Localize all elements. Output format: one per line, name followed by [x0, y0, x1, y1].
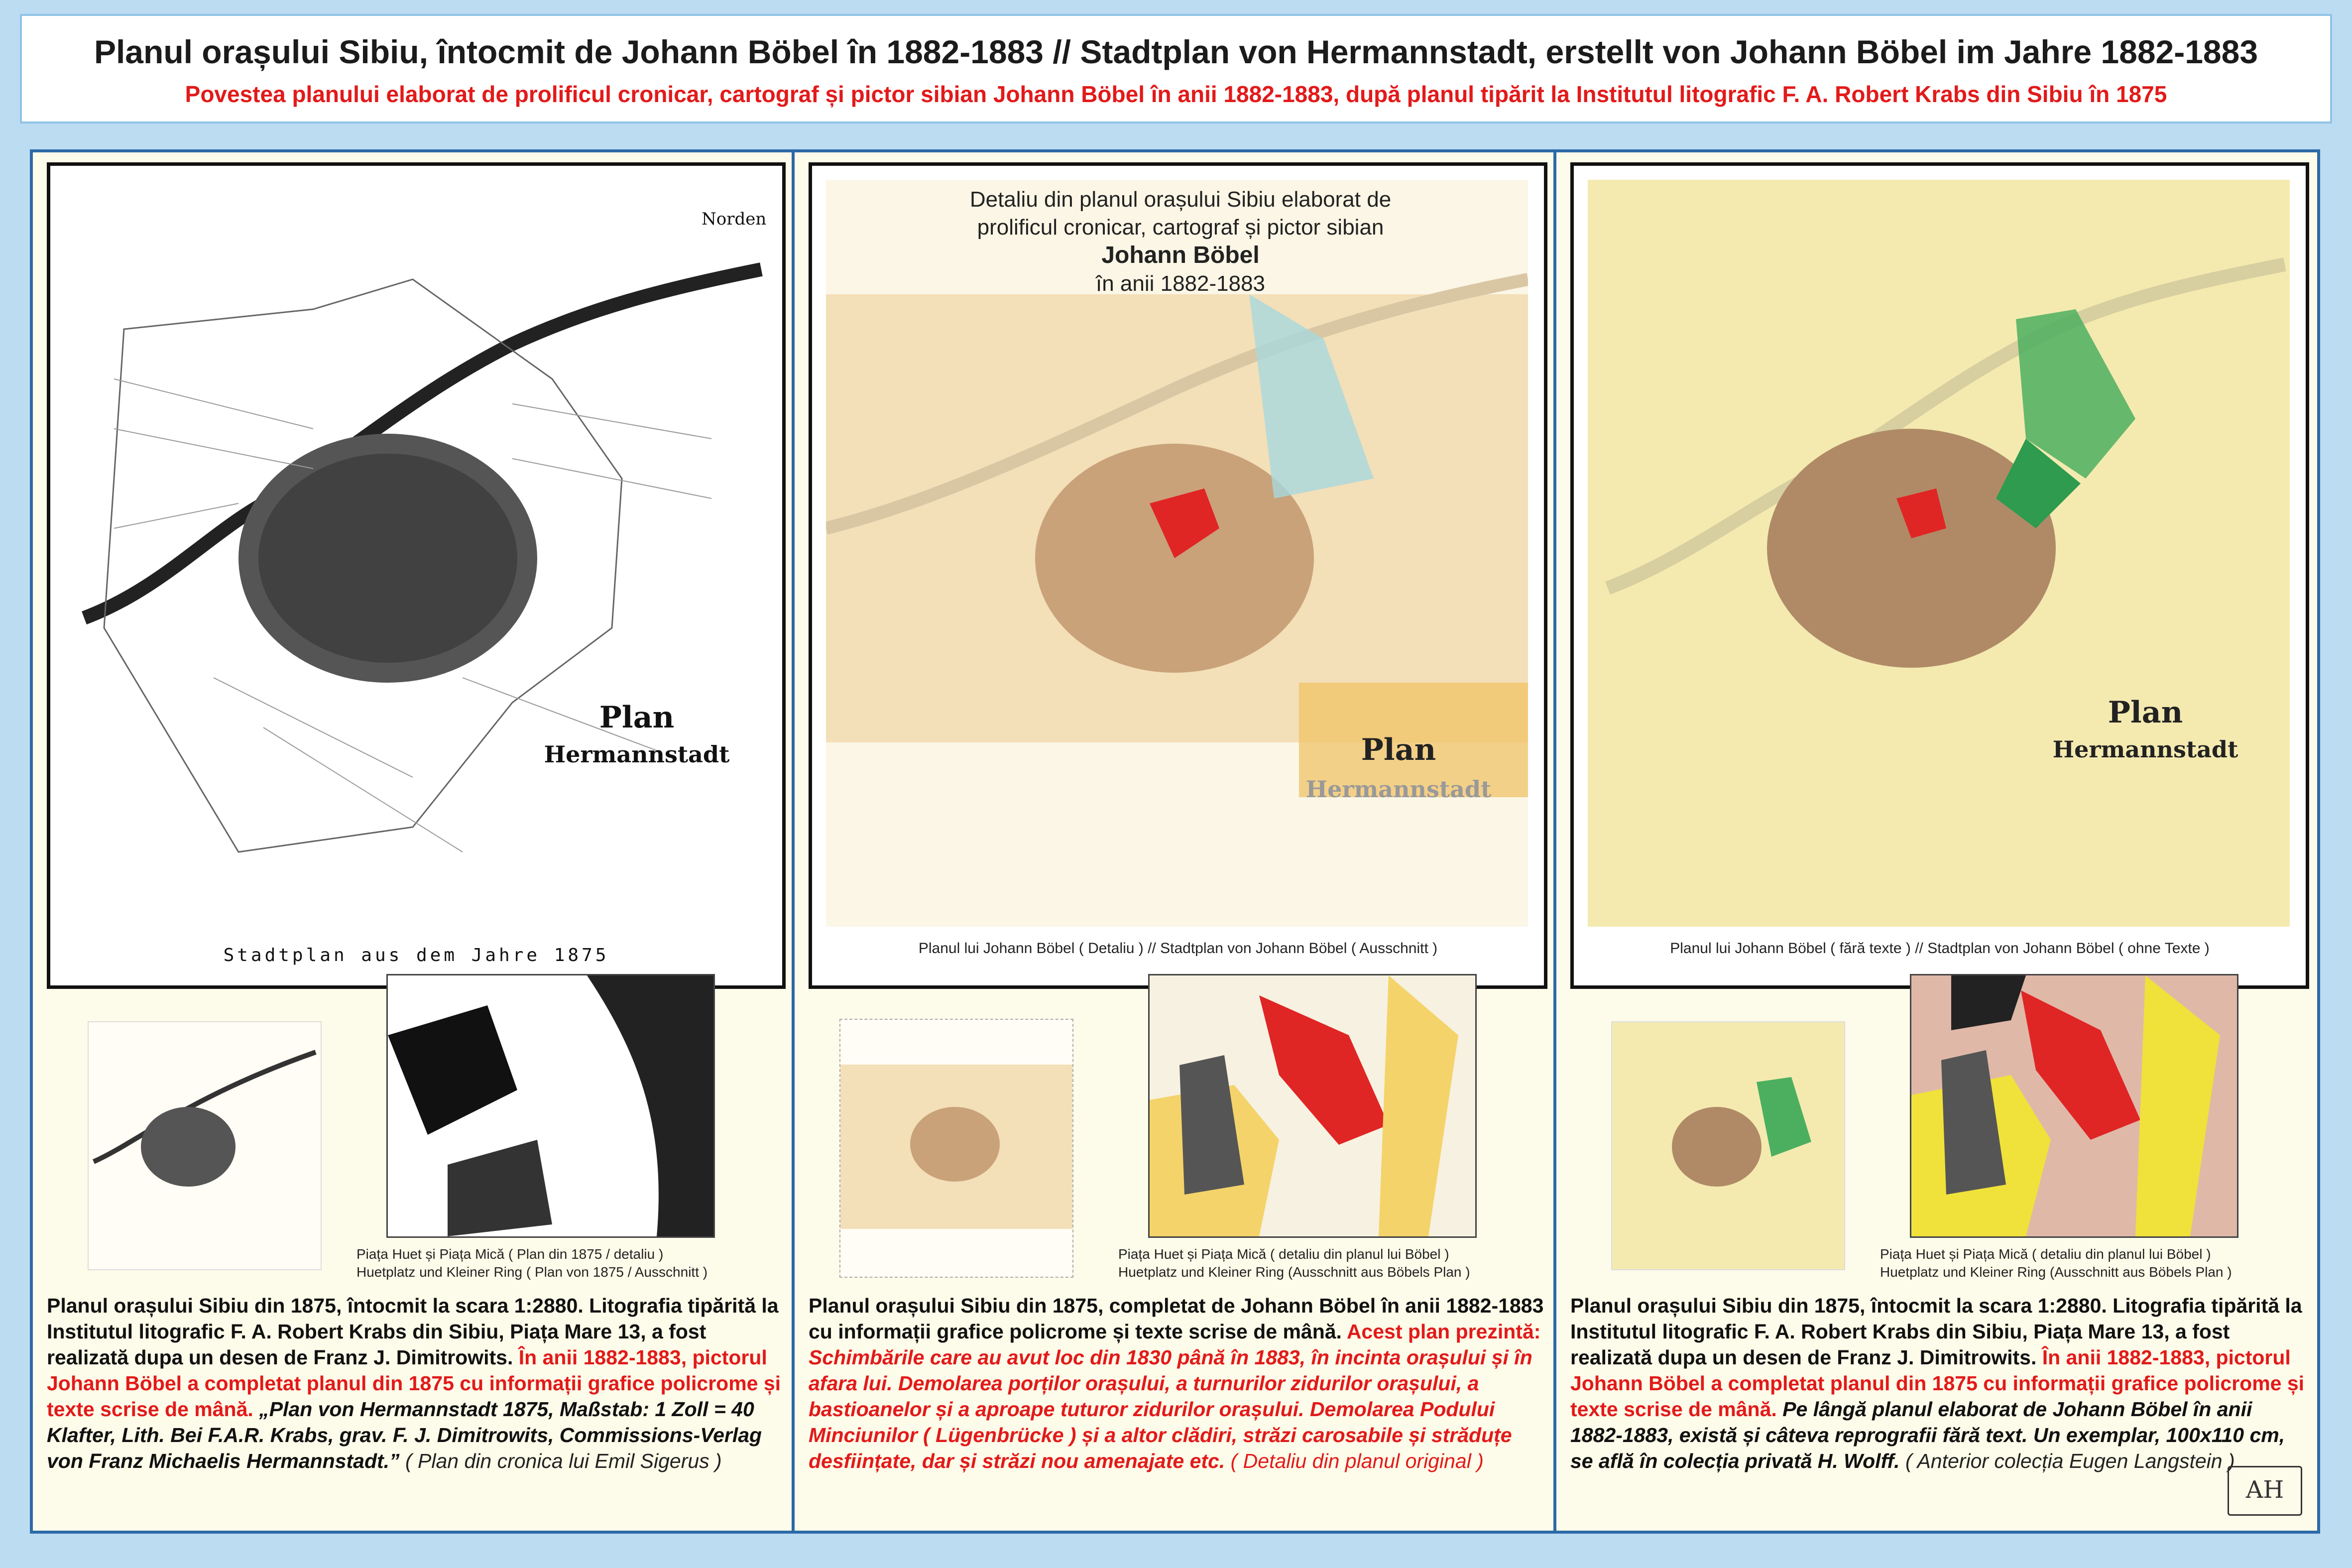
panel-bobel-detail — [792, 149, 1558, 1534]
map-frame-bobel-detail — [809, 162, 1547, 989]
panel-2-text — [809, 1293, 1545, 1474]
map-city-title: Hermannstadt — [1305, 776, 1492, 803]
text-note: ( Anterior colecția Eugen Langstein ) — [1905, 1449, 2235, 1472]
poster-title: Planul orașului Sibiu, întocmit de Johann Böbel în 1882-1883 // Stadtplan von Hermannstadt, erstellt von Johann Böbel im Jahre 1882-1883 — [94, 33, 2258, 70]
panel-1-text — [47, 1293, 784, 1474]
map-frame-1875 — [47, 162, 786, 989]
panel-3-text — [1570, 1293, 2307, 1474]
thumbnail-bobel-notext — [1611, 1021, 1845, 1270]
detail-caption-de: Huetplatz und Kleiner Ring ( Plan von 1875 / Ausschnitt ) — [356, 1264, 708, 1280]
map-north-label: Norden — [702, 209, 766, 229]
text-intro: Planul orașului Sibiu din 1875, întocmit la scara 1:2880. Litografia tipărită la Institutul litografic F. A. Robert Krabs din Sibiu, Piața Mare 13, a fost realizată dupa un desen de Franz J. Dimitrowits. — [1570, 1294, 2302, 1369]
map-caption-bobel-notext: Planul lui Johann Böbel ( fără texte ) // Stadtplan von Johann Böbel ( ohne Texte ) — [1670, 940, 2210, 957]
detail-caption-bobel — [1118, 1245, 1546, 1281]
overlay-line-2: prolificul cronicar, cartograf și pictor sibian — [977, 215, 1384, 240]
map-city-title: Hermannstadt — [2052, 736, 2238, 763]
detail-caption-ro: Piața Huet și Piața Mică ( detaliu din planul lui Böbel ) — [1880, 1246, 2211, 1262]
panel-bobel-notext — [1553, 149, 2320, 1534]
detail-caption-ro: Piața Huet și Piața Mică ( Plan din 1875 / detaliu ) — [356, 1246, 664, 1262]
text-red-label: Acest plan prezintă: — [1346, 1320, 1541, 1343]
map-image-1875 — [64, 180, 766, 927]
text-italic: Pe lângă planul elaborat de Johann Böbel în anii 1882-1883, există și câteva reprografii fără text. Un exemplar, 100x110 cm, se află în colecția privată H. Wolff. — [1570, 1398, 2285, 1472]
poster-header — [20, 14, 2332, 123]
detail-caption-1875 — [356, 1245, 785, 1281]
map-image-bobel-notext — [1588, 180, 2290, 927]
map-caption-bobel-detail: Planul lui Johann Böbel ( Detaliu ) // Stadtplan von Johann Böbel ( Ausschnitt ) — [918, 940, 1438, 957]
detail-huet-bobel — [1148, 974, 1477, 1238]
text-red: În anii 1882-1883, pictorul Johann Böbel a completat planul din 1875 cu informații grafice policrome și texte scrise de mână. — [47, 1346, 781, 1421]
detail-caption-de: Huetplatz und Kleiner Ring (Ausschnitt aus Böbels Plan ) — [1118, 1264, 1470, 1280]
overlay-name: Johann Böbel — [1101, 242, 1260, 268]
text-intro: Planul orașului Sibiu din 1875, întocmit la scara 1:2880. Litografia tipărită la Institutul litografic F. A. Robert Krabs din Sibiu, Piața Mare 13, a fost realizată dupa un desen de Franz J. Dimitrowits. — [47, 1294, 779, 1369]
detail-huet-1875 — [386, 974, 715, 1238]
map-frame-bobel-notext — [1570, 162, 2309, 989]
text-red-italic: Schimbările care au avut loc din 1830 până în 1883, în incinta orașului și în afara lui. Demolarea porților orașului, a turnurilor zidurilor orașului, a bastioanelor și a aproape tuturor zidurilor orașului. Demolarea Podului Minciunilor ( Lügenbrücke ) și a altor clădiri, străzi carosabile și străduțe desființate, dar și străzi nou amenajate etc. — [809, 1346, 1532, 1472]
text-red: În anii 1882-1883, pictorul Johann Böbel a completat planul din 1875 cu informații grafice policrome și texte scrise de mână. — [1570, 1346, 2305, 1421]
detail-caption-bobel-notext — [1880, 1245, 2308, 1281]
ah-logo: AH — [2228, 1466, 2302, 1516]
text-note: ( Plan din cronica lui Emil Sigerus ) — [405, 1449, 722, 1472]
map-plan-title: Plan — [1361, 732, 1436, 767]
text-intro: Planul orașului Sibiu din 1875, completat de Johann Böbel în anii 1882-1883 cu informații grafice policrome și texte scrise de mână. — [809, 1294, 1544, 1343]
overlay-line-1: Detaliu din planul orașului Sibiu elaborat de — [969, 187, 1392, 212]
panel-1875-plan — [30, 149, 797, 1534]
poster-subtitle: Povestea planului elaborat de prolificul cronicar, cartograf și pictor sibian Johann Böbel în anii 1882-1883, după planul tipărit la Institutul litografic F. A. Robert Krabs din Sibiu în 1875 — [185, 81, 2167, 107]
map-overlay-title — [897, 186, 1464, 298]
thumbnail-1875 — [88, 1021, 322, 1270]
map-plan-title: Plan — [599, 700, 675, 735]
detail-caption-de: Huetplatz und Kleiner Ring (Ausschnitt aus Böbels Plan ) — [1880, 1264, 2232, 1280]
map-plan-title: Plan — [2108, 695, 2183, 730]
map-city-title: Hermannstadt — [544, 741, 730, 768]
map-stamp-1875: Stadtplan aus dem Jahre 1875 — [223, 945, 609, 965]
thumbnail-bobel-detail — [839, 1019, 1073, 1278]
text-note: ( Detaliu din planul original ) — [1230, 1449, 1484, 1472]
overlay-years: în anii 1882-1883 — [1095, 271, 1266, 296]
text-quote: „Plan von Hermannstadt 1875, Maßstab: 1 Zoll = 40 Klafter, Lith. Bei F.A.R. Krabs, grav. F. J. Dimitrowits, Commissions-Verlag von Franz Michaelis Hermannstadt.” — [47, 1398, 762, 1472]
detail-huet-bobel-notext — [1910, 974, 2238, 1238]
detail-caption-ro: Piața Huet și Piața Mică ( detaliu din planul lui Böbel ) — [1118, 1246, 1449, 1262]
